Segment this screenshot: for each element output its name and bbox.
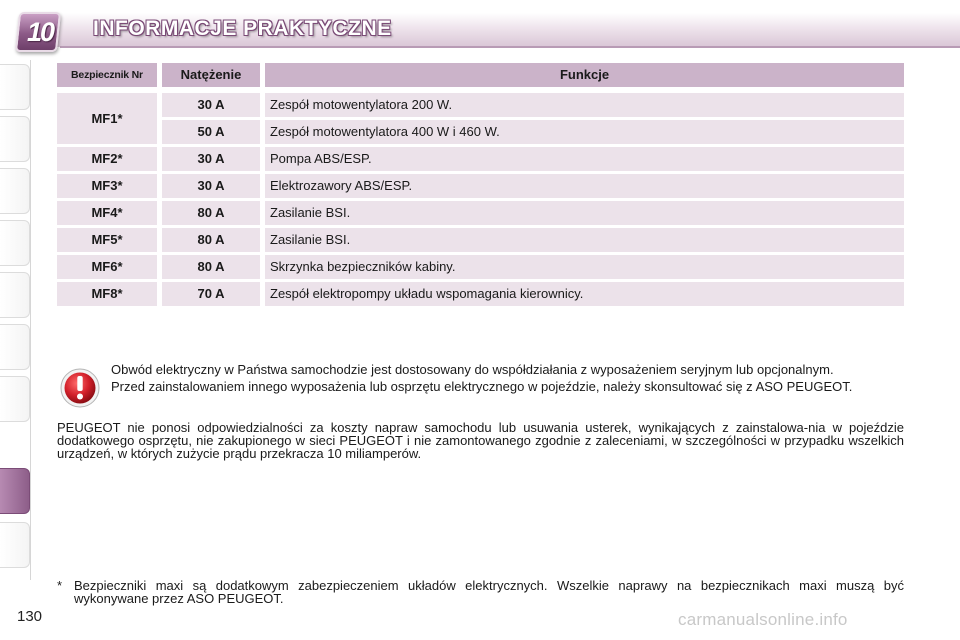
amperage-cell: 80 A [162,228,260,252]
chapter-tab[interactable] [0,272,30,318]
function-cell: Elektrozawory ABS/ESP. [265,174,904,198]
page-title: INFORMACJE PRAKTYCZNE [93,17,392,40]
footnote-text: Bezpieczniki maxi są dodatkowym zabezpieczeniem układów elektrycznych. Wszelkie naprawy na bezpiecznikach maxi muszą być wykonywane przez ASO PEUGEOT. [74,578,904,606]
exclamation-icon [60,368,100,408]
chapter-tab[interactable] [0,324,30,370]
warning-paragraph: Obwód elektryczny w Państwa samochodzie jest dostosowany do współdziałania z wyposażeniem seryjnym lub opcjonalnym. [111,362,834,377]
fuse-cell: MF2* [57,147,157,171]
chapter-tab-rail [0,60,34,580]
table-row [57,228,904,255]
page-header [0,0,960,56]
function-cell: Zespół elektropompy układu wspomagania kierownicy. [265,282,904,306]
table-row [57,147,904,174]
footnote-mark: * [57,578,63,593]
chapter-tab[interactable] [0,522,30,568]
fuse-mf1-label: MF1* [57,93,157,144]
table-header-row [57,63,904,90]
amperage-cell: 30 A [162,147,260,171]
function-cell: Skrzynka bezpieczników kabiny. [265,255,904,279]
page-number: 130 [17,608,43,625]
function-cell: Pompa ABS/ESP. [265,147,904,171]
table-row [57,201,904,228]
table-row [57,282,904,309]
amperage-cell: 70 A [162,282,260,306]
fuse-cell: MF3* [57,174,157,198]
chapter-tab[interactable] [0,168,30,214]
amperage-cell: 80 A [162,201,260,225]
function-cell: Zasilanie BSI. [265,228,904,252]
chapter-number: 10 [26,17,54,47]
amperage-cell: 30 A [162,174,260,198]
function-cell: Zespół motowentylatora 400 W i 460 W. [265,120,904,144]
chapter-tab[interactable] [0,220,30,266]
fuse-cell: MF5* [57,228,157,252]
amperage-cell: 80 A [162,255,260,279]
liability-paragraph: PEUGEOT nie ponosi odpowiedzialności za koszty napraw samochodu lub usuwania usterek, wynikających z zainstalowa-nia w pojeździe dodatkowego osprzętu, nie zakupionego w sieci PEUGEOT i nie zamontowanego zgodnie z zaleceniami, w szczególności w przypadku wszelkich urządzeń, w których zużycie prądu przekracza 10 miliamperów. [57,420,904,461]
chapter-tab[interactable] [0,64,30,110]
table-row [57,174,904,201]
rail-line [30,60,31,580]
chapter-tab[interactable] [0,116,30,162]
chapter-tab-active[interactable] [0,468,30,514]
fuse-cell: MF4* [57,201,157,225]
chapter-tab[interactable] [0,376,30,422]
warning-paragraph: Przed zainstalowaniem innego wyposażenia lub osprzętu elektrycznego w pojeździe, należy skonsultować się z ASO PEUGEOT. [111,379,853,394]
function-cell: Zespół motowentylatora 200 W. [265,93,904,117]
table-row [57,93,904,120]
column-header-amperage: Natężenie [162,63,260,87]
function-cell: Zasilanie BSI. [265,201,904,225]
column-header-functions: Funkcje [265,63,904,87]
amperage-cell: 30 A [162,93,260,117]
warning-text [111,363,904,397]
table-row [57,255,904,282]
amperage-cell: 50 A [162,120,260,144]
fuse-table [57,63,904,309]
column-header-fuse: Bezpiecznik Nr [57,63,157,87]
header-rule [60,46,960,48]
table-row [57,120,904,147]
fuse-cell: MF6* [57,255,157,279]
fuse-cell: MF8* [57,282,157,306]
footnote [57,579,904,605]
watermark: carmanualsonline.info [678,610,848,629]
